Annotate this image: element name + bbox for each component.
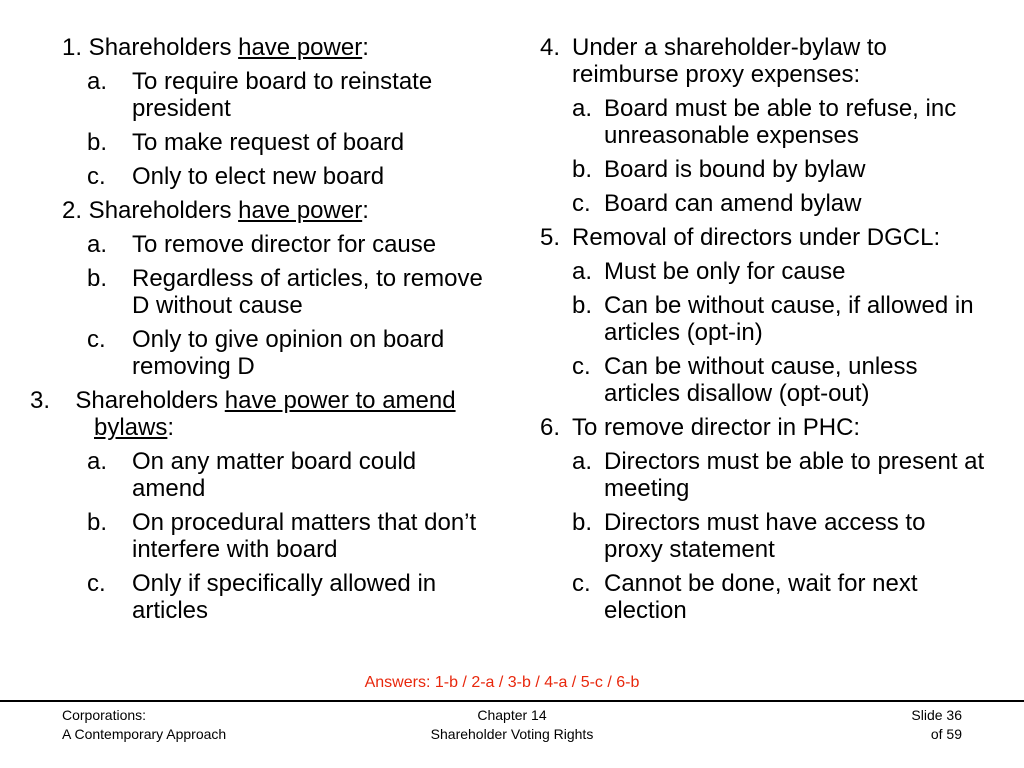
option-1a xyxy=(62,68,492,122)
question-number: 2. xyxy=(62,197,83,224)
option-label: a. xyxy=(87,68,108,95)
option-text: Board must be able to refuse, inc unreasonable expenses xyxy=(604,95,957,149)
option-text: Only if specifically allowed in articles xyxy=(132,570,437,624)
option-label: c. xyxy=(572,190,591,217)
question-number: 4. xyxy=(540,34,561,61)
option-1c xyxy=(62,163,492,190)
question-number: 5. xyxy=(540,224,561,251)
option-text: Cannot be done, wait for next election xyxy=(604,570,918,624)
option-label: c. xyxy=(87,326,106,353)
question-text: Shareholders xyxy=(82,34,239,61)
option-3b xyxy=(62,509,492,563)
question-text-end: : xyxy=(362,197,369,224)
option-label: b. xyxy=(87,509,108,536)
question-3: 3. Shareholders have power to amend bylaws: xyxy=(30,387,456,441)
left-column xyxy=(30,34,492,631)
option-2b xyxy=(62,265,492,319)
question-1 xyxy=(62,34,492,61)
option-text: Only to elect new board xyxy=(132,163,385,190)
option-label: b. xyxy=(572,156,593,183)
option-4b xyxy=(540,156,990,183)
question-emphasis: have power to amend bylaws xyxy=(94,387,456,441)
option-label: b. xyxy=(87,129,108,156)
question-text: Shareholders xyxy=(82,197,239,224)
option-5a xyxy=(540,258,990,285)
footer-slide-total: of 59 xyxy=(930,726,962,742)
option-3c xyxy=(62,570,492,624)
question-emphasis: have power xyxy=(238,197,363,224)
question-text: Removal of directors under DGCL: xyxy=(572,224,941,251)
footer-divider xyxy=(0,700,1024,702)
option-label: a. xyxy=(572,258,593,285)
option-label: a. xyxy=(572,95,593,122)
option-label: c. xyxy=(572,570,591,597)
question-text: Shareholders xyxy=(62,387,225,414)
option-2a xyxy=(62,231,492,258)
footer-book-subtitle: A Contemporary Approach xyxy=(62,726,227,742)
footer-slide-current: Slide 36 xyxy=(911,707,962,723)
question-text-end: : xyxy=(362,34,369,61)
footer-slide-number xyxy=(911,706,962,744)
option-text: Directors must have access to proxy statement xyxy=(604,509,926,563)
option-label: a. xyxy=(87,448,108,475)
question-number: 1. xyxy=(62,34,83,61)
question-text: Under a shareholder-bylaw to reimburse proxy expenses: xyxy=(572,34,887,88)
option-label: c. xyxy=(87,163,106,190)
option-label: c. xyxy=(572,353,591,380)
option-text: On procedural matters that don’t interfere with board xyxy=(132,509,477,563)
option-4a xyxy=(540,95,990,149)
question-emphasis: have power xyxy=(238,34,363,61)
option-2c xyxy=(62,326,492,380)
option-label: b. xyxy=(572,292,593,319)
option-5b xyxy=(540,292,990,346)
question-number: 6. xyxy=(540,414,561,441)
footer-chapter-number: Chapter 14 xyxy=(477,707,547,723)
option-text: On any matter board could amend xyxy=(132,448,417,502)
option-label: c. xyxy=(87,570,106,597)
option-text: Can be without cause, unless articles disallow (opt-out) xyxy=(604,353,918,407)
option-text: Board is bound by bylaw xyxy=(604,156,866,183)
option-1b xyxy=(62,129,492,156)
option-4c xyxy=(540,190,990,217)
option-text: Must be only for cause xyxy=(604,258,846,285)
option-6a xyxy=(540,448,990,502)
option-label: b. xyxy=(87,265,108,292)
footer-book xyxy=(62,706,226,744)
question-6 xyxy=(540,414,990,441)
option-text: Only to give opinion on board removing D xyxy=(132,326,445,380)
option-label: a. xyxy=(87,231,108,258)
footer-chapter-title: Shareholder Voting Rights xyxy=(430,726,594,742)
option-text: Regardless of articles, to remove D without cause xyxy=(132,265,483,319)
option-text: To require board to reinstate president xyxy=(132,68,433,122)
option-text: To make request of board xyxy=(132,129,405,156)
footer-book-title: Corporations: xyxy=(62,707,147,723)
option-5c xyxy=(540,353,990,407)
answer-key: Answers: 1-b / 2-a / 3-b / 4-a / 5-c / 6-b xyxy=(364,674,640,691)
option-text: Board can amend bylaw xyxy=(604,190,862,217)
right-column xyxy=(540,34,990,631)
option-6b xyxy=(540,509,990,563)
option-text: Directors must be able to present at meeting xyxy=(604,448,985,502)
question-5 xyxy=(540,224,990,251)
footer-chapter xyxy=(362,706,662,744)
option-6c xyxy=(540,570,990,624)
question-2 xyxy=(62,197,492,224)
option-label: a. xyxy=(572,448,593,475)
option-text: Can be without cause, if allowed in articles (opt-in) xyxy=(604,292,974,346)
question-text: To remove director in PHC: xyxy=(572,414,861,441)
question-4 xyxy=(540,34,990,88)
option-3a xyxy=(62,448,492,502)
option-text: To remove director for cause xyxy=(132,231,437,258)
question-text-end: : xyxy=(167,414,175,441)
option-label: b. xyxy=(572,509,593,536)
